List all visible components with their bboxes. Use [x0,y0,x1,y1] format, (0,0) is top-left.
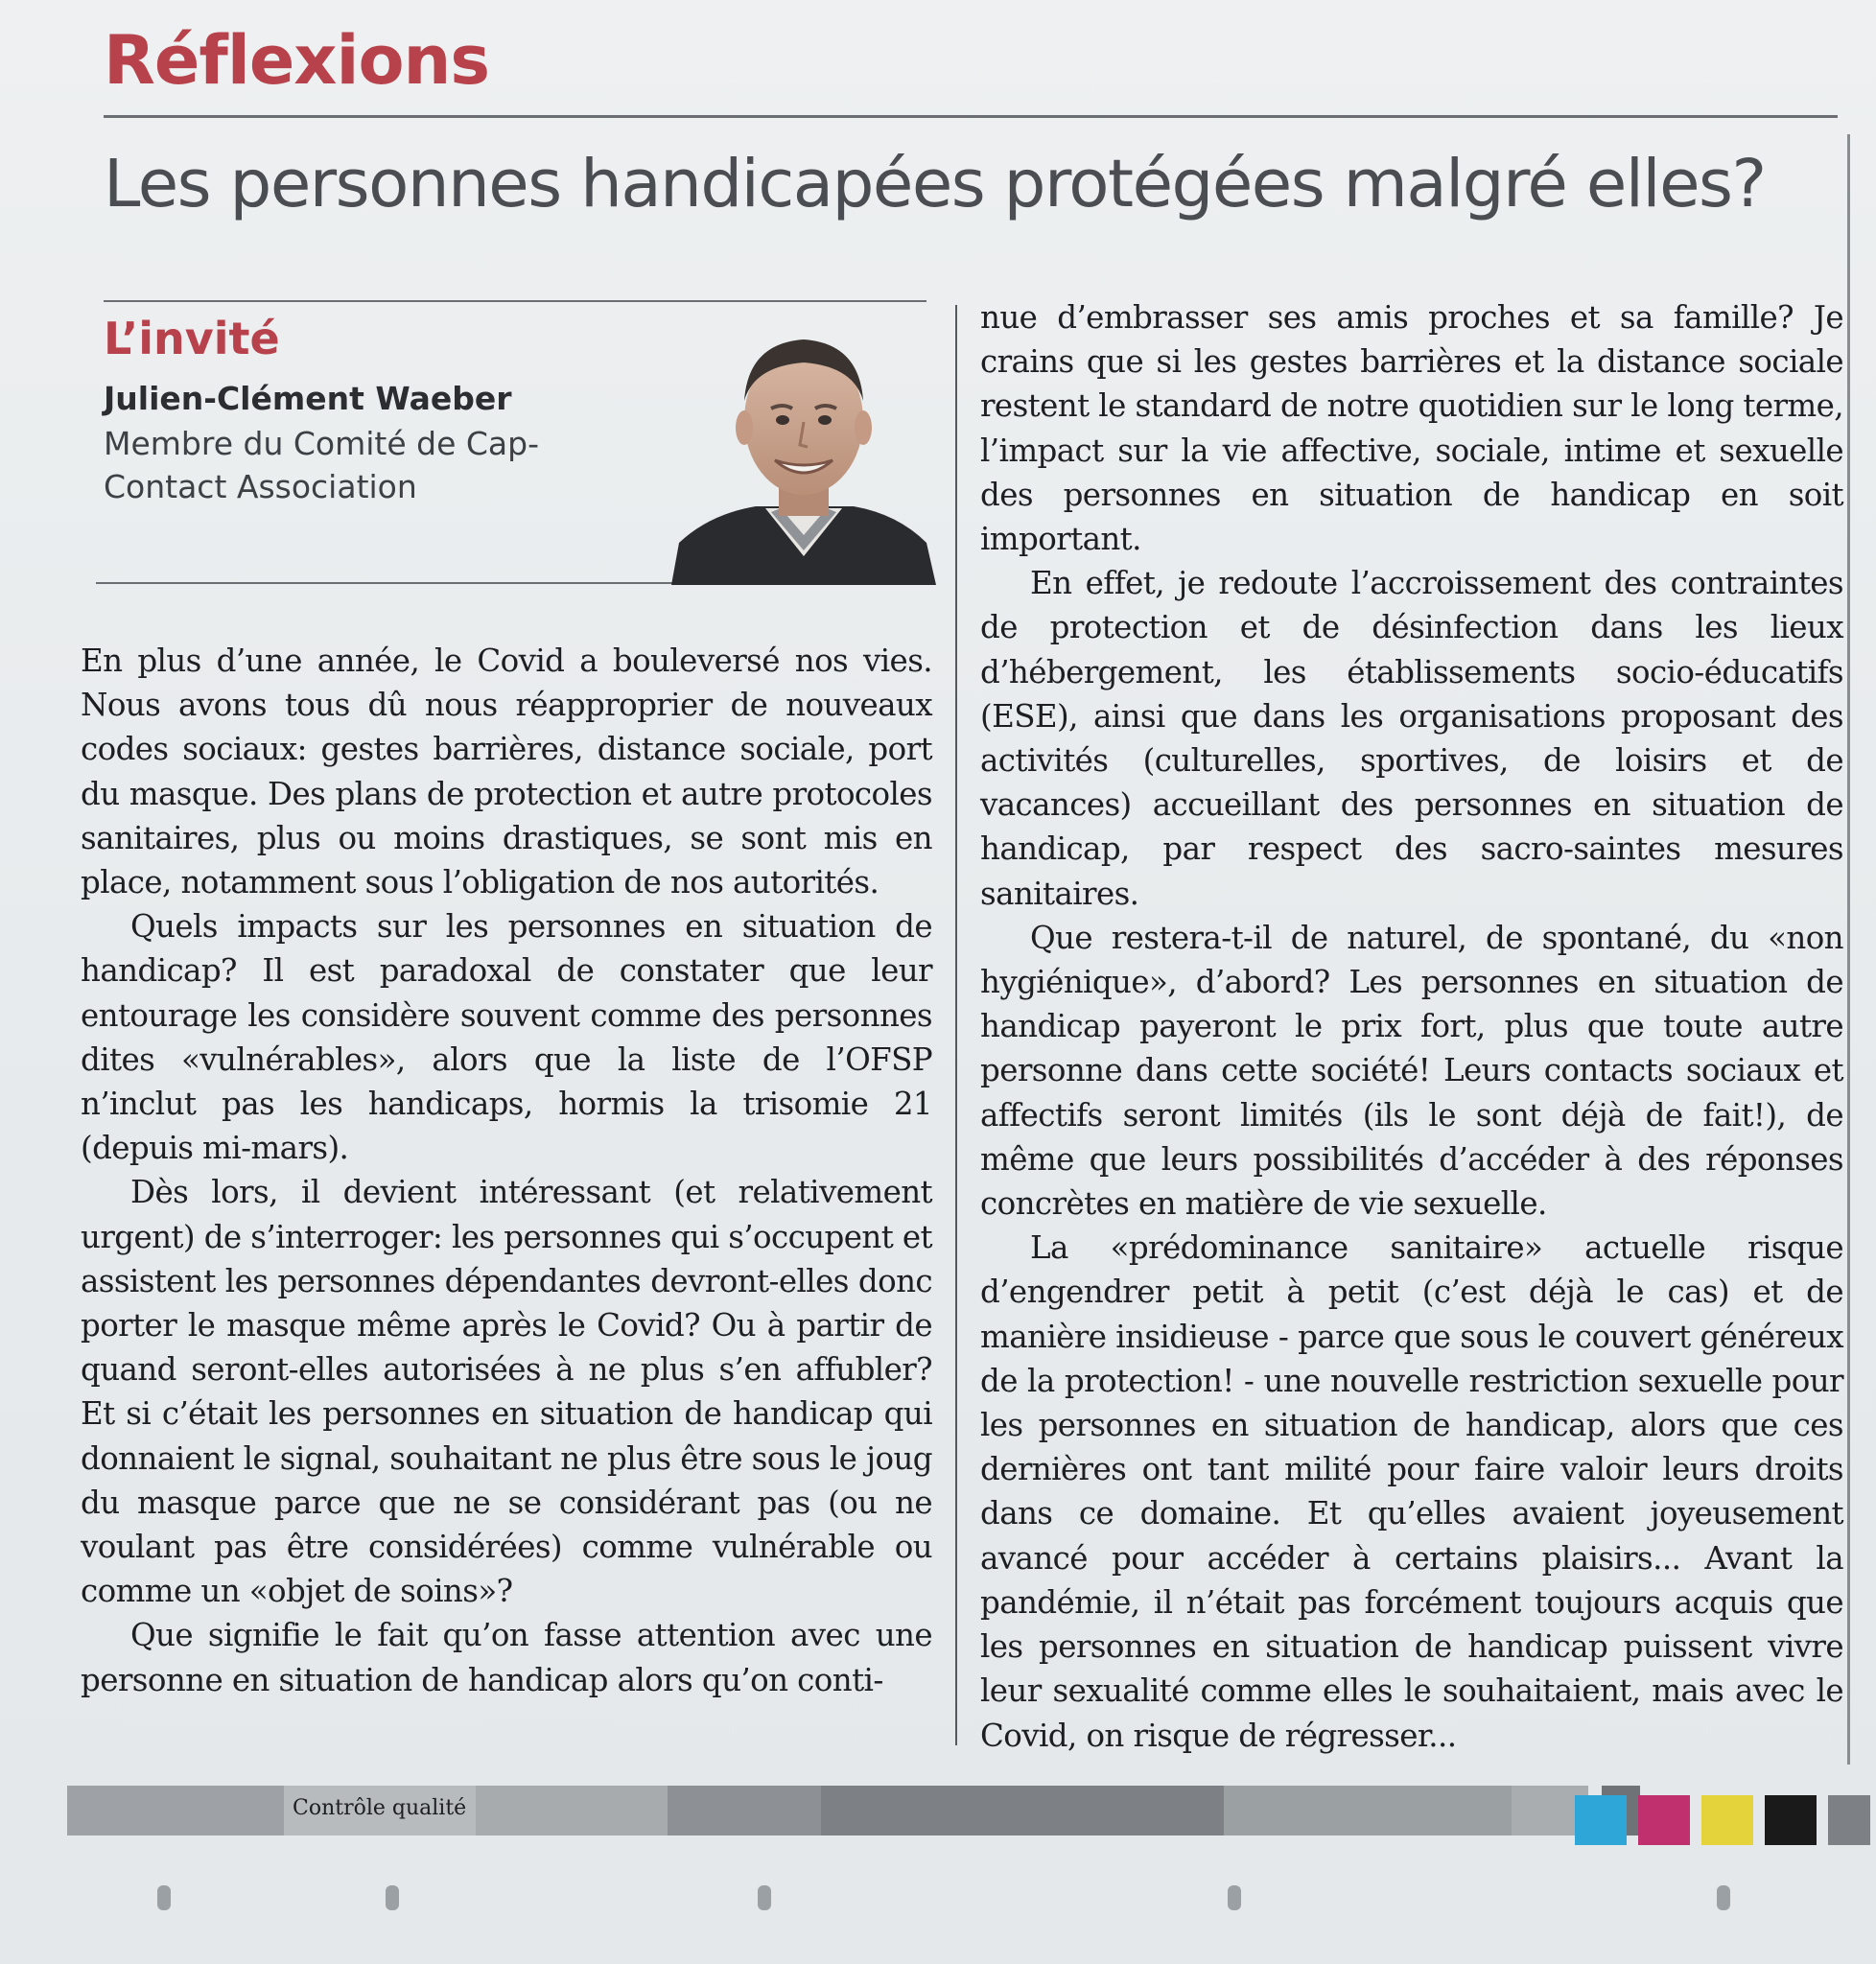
binding-hole [1228,1885,1241,1910]
gray-swatch [1828,1795,1870,1845]
author-portrait [671,316,936,585]
body-paragraph: Que signifie le fait qu’on fasse attention avec une personne en situation de handicap alors qu’on conti- [81,1617,932,1698]
magenta-swatch [1638,1795,1690,1845]
section-title: Réflexions [104,21,490,100]
body-paragraph: Que restera-t-il de naturel, de spontané, du «non hygiénique», d’abord? Les personnes en situation de handicap payeront le prix fort, plus que toute autre personne dans cette société! Leurs contacts sociaux et affectifs seront limités (ils le sont déjà de fait!), de même que leurs possibilités d’accéder à des réponses concrètes en matière de vie sexuelle. [980,919,1843,1223]
black-swatch [1765,1795,1817,1845]
body-column-left [81,639,932,1702]
column-divider [955,305,957,1745]
body-paragraph: Quels impacts sur les personnes en situation de handicap? Il est paradoxal de constater que leur entourage les considère souvent comme des personnes dites «vulnérables», alors que la liste de l’OFSP n’inclut pas les handicaps, hormis la trisomie 21 (depuis mi-mars). [81,908,932,1167]
cyan-swatch [1575,1795,1627,1845]
quality-control-label: Contrôle qualité [293,1796,467,1820]
yellow-swatch [1701,1795,1753,1845]
author-role: Membre du Comité de Cap-Contact Association [104,425,539,505]
binding-hole [157,1885,171,1910]
body-paragraph: Dès lors, il devient intéressant (et relativement urgent) de s’interroger: les personnes qui s’occupent et assistent les personnes dépendantes devront-elles donc porter le masque même après le Covid? Ou à partir de quand seront-elles autorisées à ne plus s’en affubler? Et si c’était les personnes en situation de handicap qui donnaient le signal, souhaitant ne plus être sous le joug du masque parce que ne se considérant pas (ou ne voulant pas être considérées) comme vulnérable ou comme un «objet de soins»? [81,1174,932,1610]
invite-label: L’invité [104,313,280,364]
binding-hole [758,1885,771,1910]
body-paragraph: La «prédominance sanitaire» actuelle risque d’engendrer petit à petit (c’est déjà le cas) et de manière insidieuse - parce que sous le couvert généreux de la protection! - une nouvelle restriction sexuelle pour les personnes en situation de handicap, alors que ces dernières ont tant milité pour faire valoir leurs droits dans ce domaine. Et qu’elles avaient joyeusement avancé pour accéder à certains plaisirs... Avant la pandémie, il n’était pas forcément toujours acquis que les personnes en situation de handicap puissent vivre leur sexualité comme elles le souhaitaient, mais avec le Covid, on risque de régresser... [980,1229,1843,1754]
body-column-right [980,295,1843,1758]
binding-hole [1717,1885,1730,1910]
body-paragraph: nue d’embrasser ses amis proches et sa famille? Je crains que si les gestes barrières et la distance sociale restent le standard de notre quotidien sur le long terme, l’impact sur la vie affective, sociale, intime et sexuelle des personnes en situation de handicap en soit important. [980,299,1843,558]
top-rule [104,115,1838,118]
body-paragraph: En plus d’une année, le Covid a bouleversé nos vies. Nous avons tous dû nous réapproprier de nouveaux codes sociaux: gestes barrières, distance sociale, port du masque. Des plans de protection et autre protocoles sanitaires, plus ou moins drastiques, se sont mis en place, notamment sous l’obligation de nos autorités. [81,643,932,901]
binding-hole [386,1885,399,1910]
headline: Les personnes handicapées protégées malgré elles? [104,146,1766,222]
author-name: Julien-Clément Waeber [104,380,512,417]
body-paragraph: En effet, je redoute l’accroissement des contraintes de protection et de désinfection dans les lieux d’hébergement, les établissements socio-éducatifs (ESE), ainsi que dans les organisations proposant des activités (culturelles, sportives, de loisirs et de vacances) accueillant des personnes en situation de handicap, par respect des sacro-saintes mesures sanitaires. [980,565,1843,912]
right-border-rule [1847,134,1850,1765]
invite-top-rule [104,300,926,302]
